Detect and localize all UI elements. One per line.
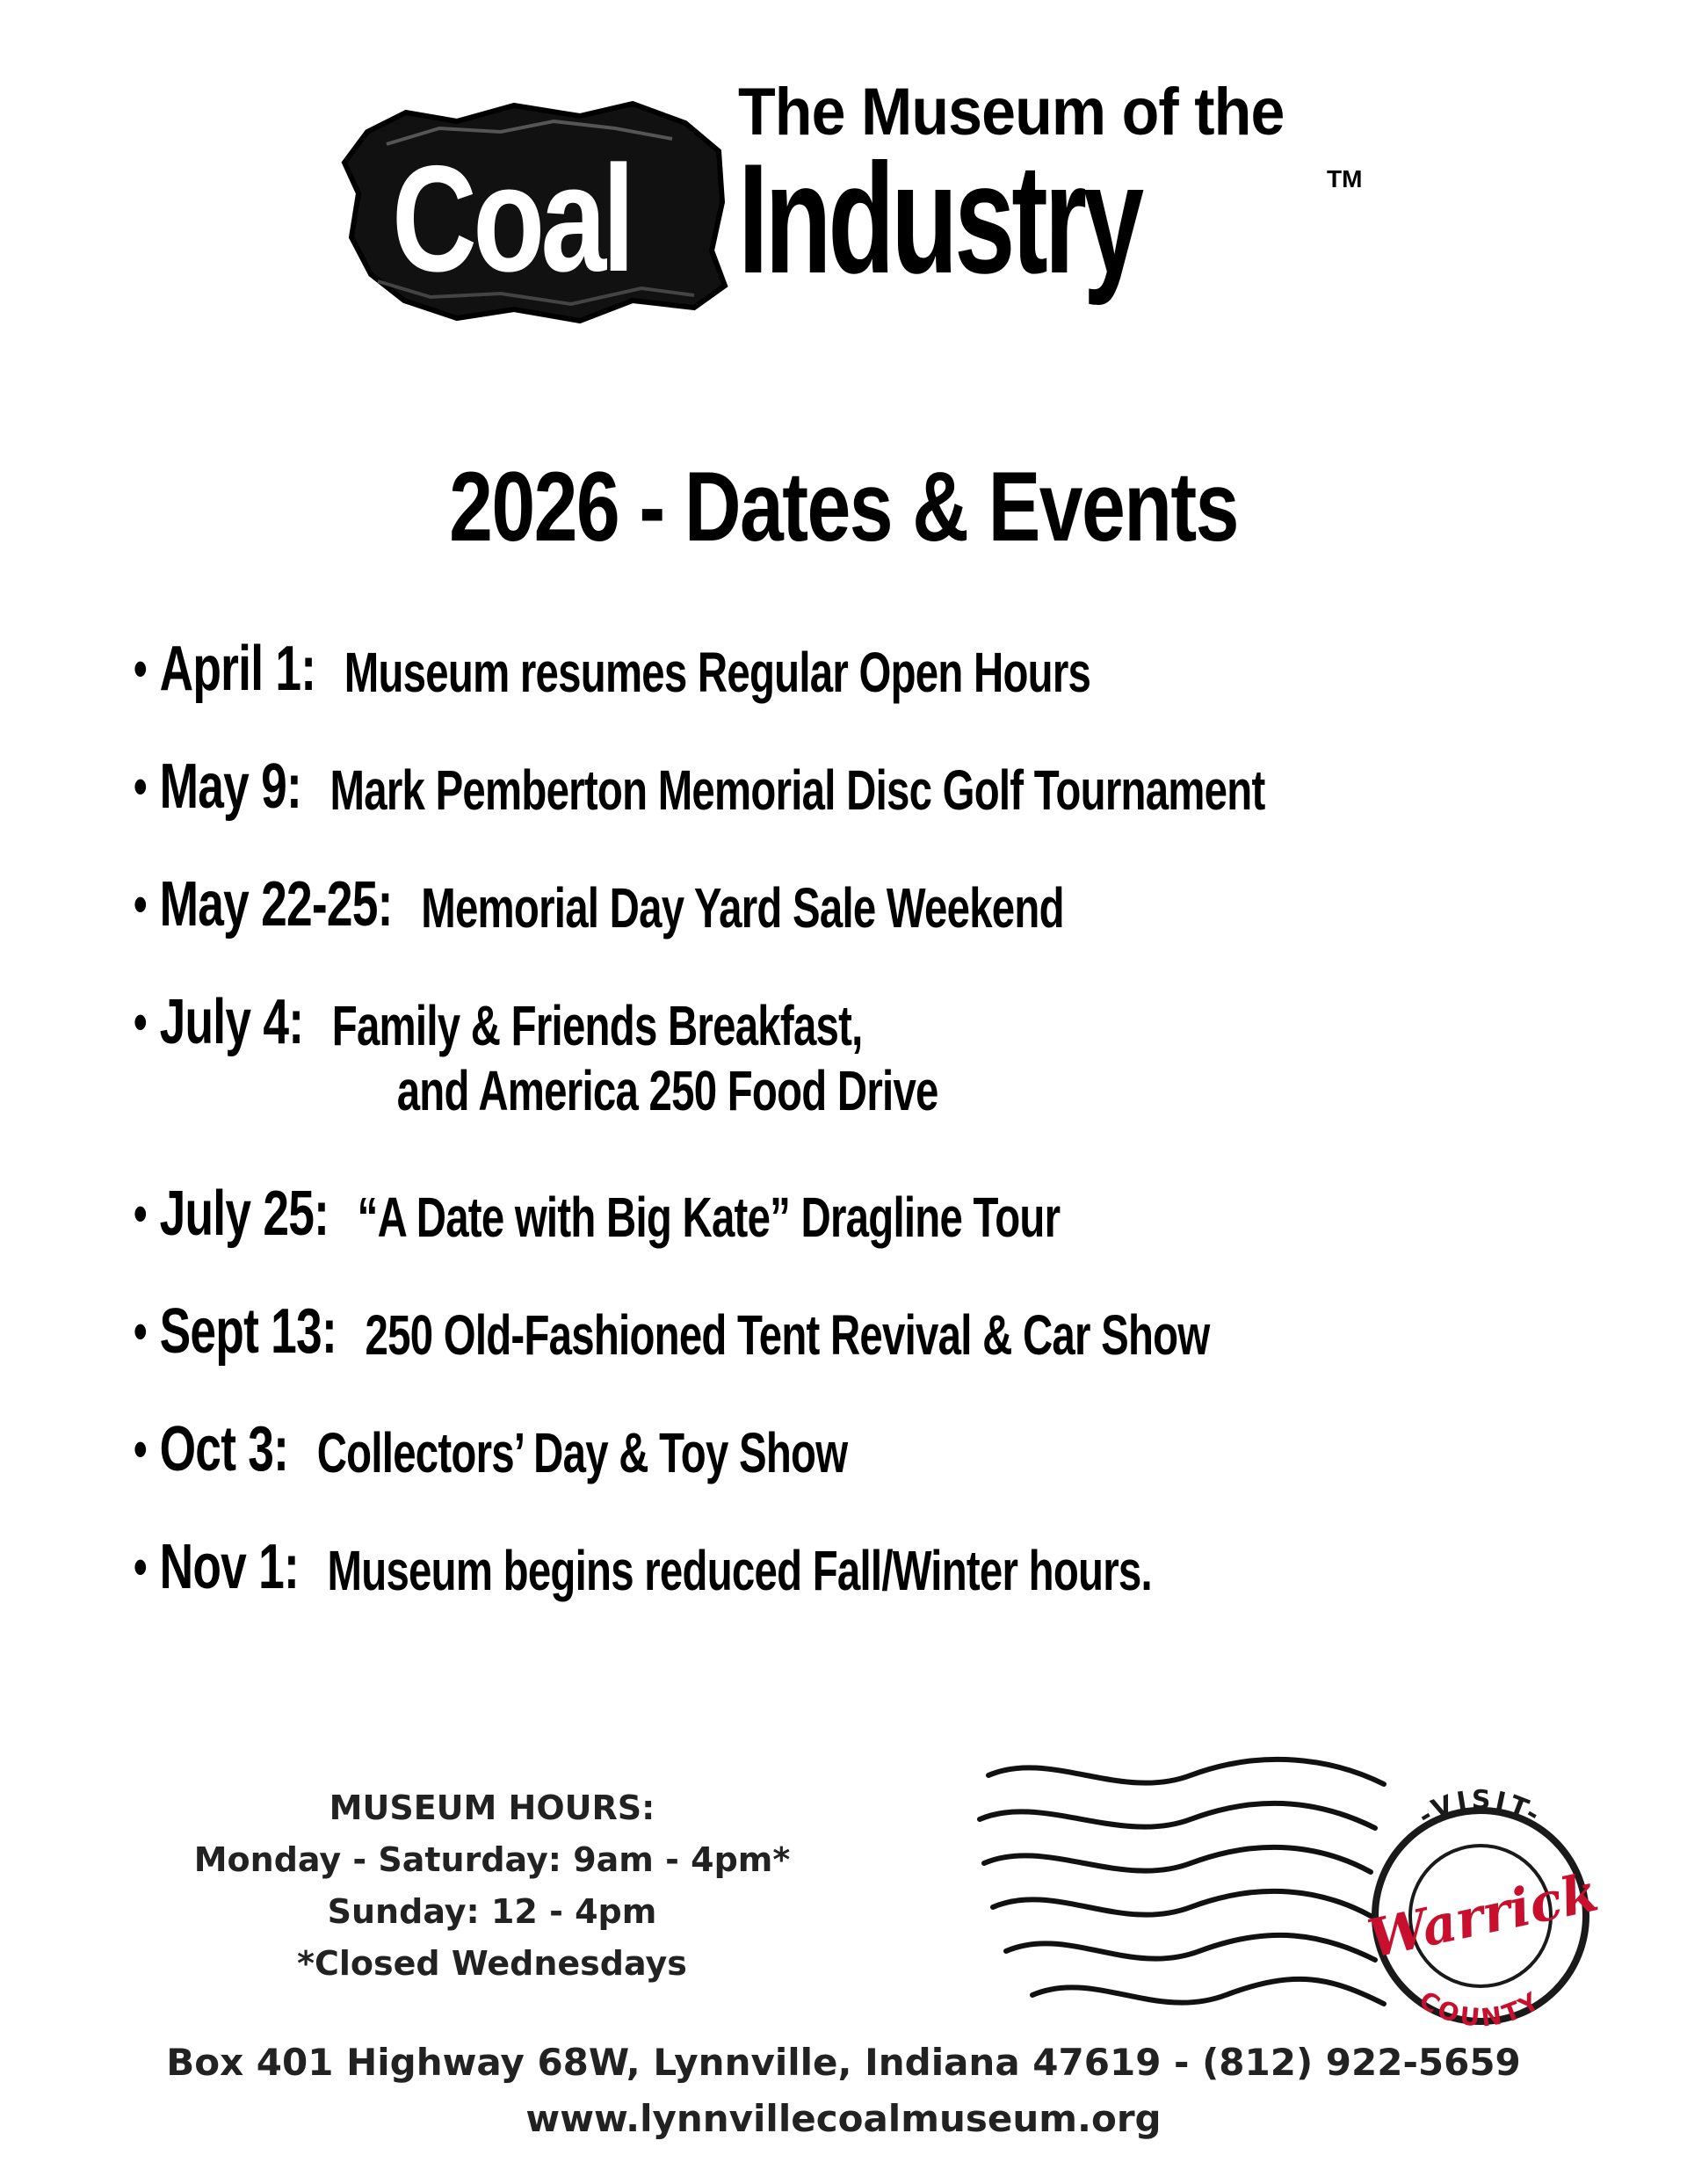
event-item bbox=[134, 751, 1627, 874]
event-description: Museum begins reduced Fall/Winter hours. bbox=[327, 1539, 1152, 1602]
stamp-warrick-text: Warrick bbox=[1362, 1861, 1604, 1971]
bullet-icon: • bbox=[134, 1537, 148, 1596]
event-item bbox=[134, 987, 1627, 1183]
event-date: July 25: bbox=[159, 1179, 329, 1249]
bullet-icon: • bbox=[134, 992, 148, 1051]
event-date: April 1: bbox=[159, 634, 316, 704]
museum-logo bbox=[325, 70, 1379, 334]
hours-note: *Closed Wednesdays bbox=[297, 1944, 687, 1983]
trademark-mark: TM bbox=[1327, 165, 1363, 192]
postmark-wavy-lines bbox=[980, 1760, 1384, 2004]
stamp-county-text: COUNTY bbox=[1414, 1984, 1547, 2033]
event-description: Collectors’ Day & Toy Show bbox=[316, 1421, 848, 1484]
bullet-icon: • bbox=[134, 1184, 148, 1243]
event-description: 250 Old-Fashioned Tent Revival & Car Show bbox=[365, 1303, 1210, 1367]
logo-coal-word: Coal bbox=[392, 134, 632, 303]
museum-hours bbox=[105, 1782, 879, 1990]
event-item bbox=[134, 1179, 1627, 1301]
event-item bbox=[134, 1414, 1627, 1536]
event-date: May 9: bbox=[159, 751, 301, 822]
event-description: Museum resumes Regular Open Hours bbox=[344, 641, 1091, 704]
event-item bbox=[134, 634, 1627, 756]
event-date: July 4: bbox=[159, 987, 304, 1057]
event-description: Family & Friends Breakfast, bbox=[331, 994, 863, 1057]
bullet-icon: • bbox=[134, 1302, 148, 1360]
event-description-continued: and America 250 Food Drive bbox=[396, 1059, 938, 1122]
event-date: May 22-25: bbox=[159, 869, 393, 940]
event-item bbox=[134, 869, 1627, 991]
hours-weekdays: Monday - Saturday: 9am - 4pm* bbox=[193, 1840, 791, 1879]
event-date: Nov 1: bbox=[159, 1532, 299, 1602]
bullet-icon: • bbox=[134, 639, 148, 698]
logo-industry-word: Industry bbox=[738, 131, 1140, 306]
event-date: Oct 3: bbox=[159, 1414, 289, 1484]
events-list bbox=[134, 634, 1627, 1654]
bullet-icon: • bbox=[134, 757, 148, 816]
stamp-visit-text: -VISIT- bbox=[1412, 1784, 1548, 1832]
postmark-graphic bbox=[971, 1749, 1621, 2048]
event-item bbox=[134, 1296, 1627, 1419]
website-link[interactable]: www.lynnvillecoalmuseum.org bbox=[525, 2097, 1162, 2140]
page-title: 2026 - Dates & Events bbox=[449, 452, 1238, 562]
hours-sunday: Sunday: 12 - 4pm bbox=[327, 1892, 657, 1931]
hours-heading: MUSEUM HOURS: bbox=[329, 1789, 655, 1827]
event-item bbox=[134, 1532, 1627, 1654]
visit-warrick-county-stamp bbox=[971, 1749, 1621, 2048]
address-line: Box 401 Highway 68W, Lynnville, Indiana 47619 - (812) 922-5659 bbox=[166, 2041, 1521, 2084]
event-description: Mark Pemberton Memorial Disc Golf Tournament bbox=[329, 758, 1265, 822]
bullet-icon: • bbox=[134, 1419, 148, 1478]
event-description: Memorial Day Yard Sale Weekend bbox=[421, 876, 1064, 940]
bullet-icon: • bbox=[134, 874, 148, 933]
logo-tagline: The Museum of the bbox=[738, 75, 1285, 149]
event-description: “A Date with Big Kate” Dragline Tour bbox=[357, 1186, 1061, 1249]
event-date: Sept 13: bbox=[159, 1296, 337, 1367]
